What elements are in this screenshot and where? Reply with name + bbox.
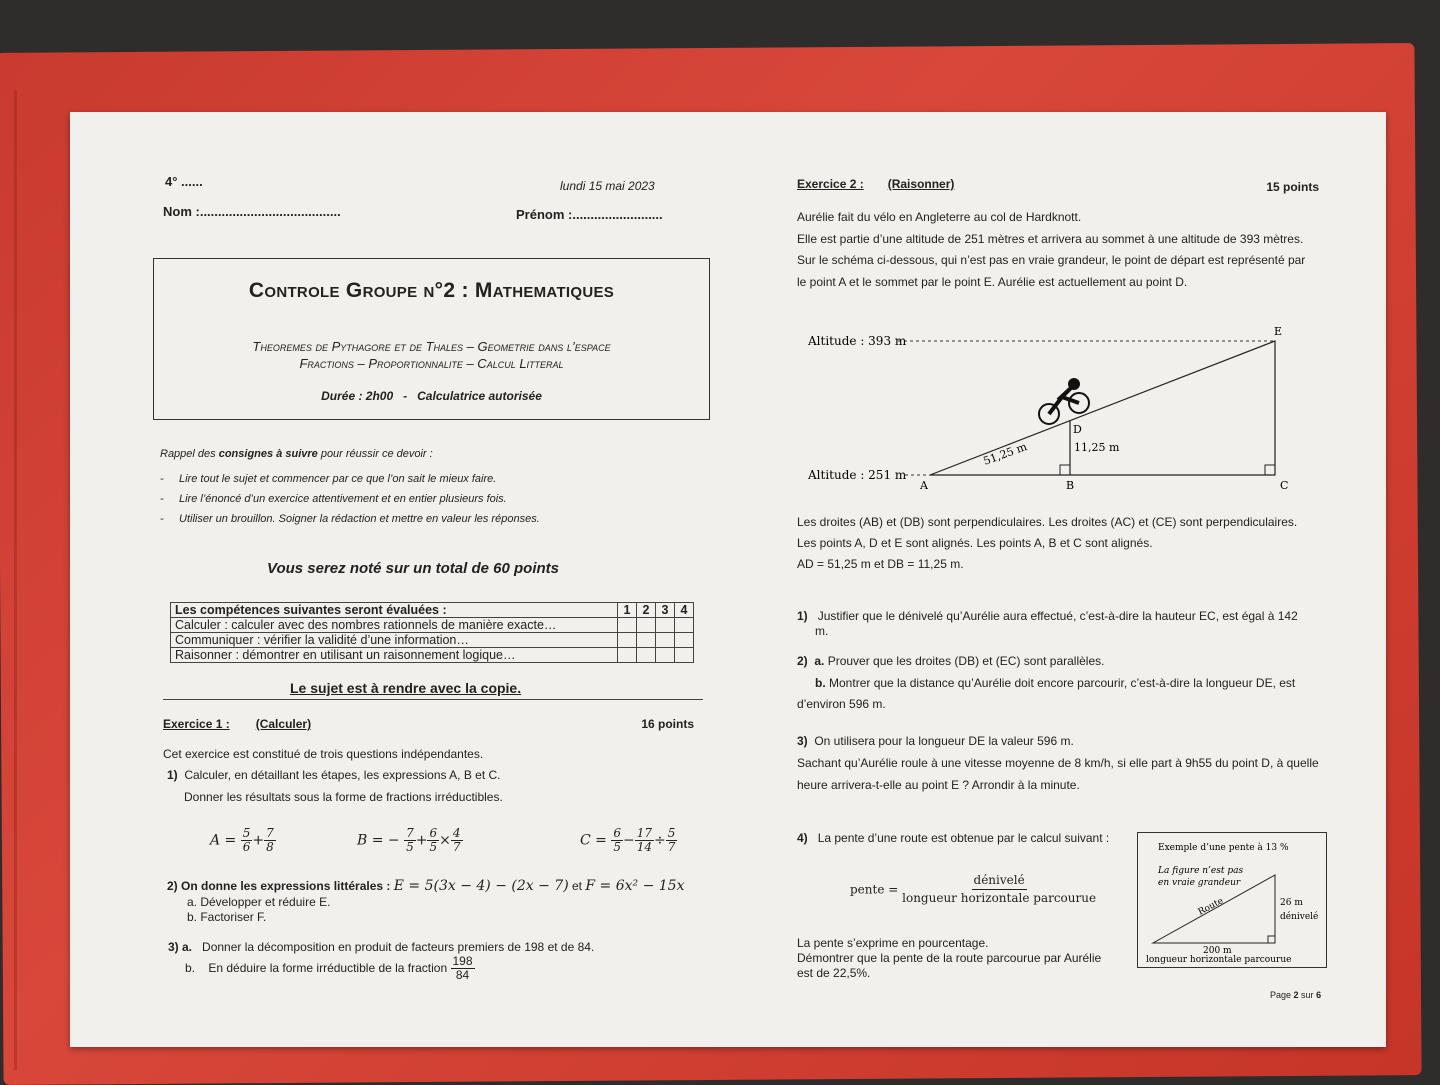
exercise2-q3: 3) On utilisera pour la longueur DE la valeur 596 m.	[797, 734, 1074, 748]
example-note: La figure n’est pas	[1158, 866, 1244, 876]
slope-example-box	[1137, 832, 1327, 968]
altitude-top-label: Altitude : 393 m	[808, 334, 907, 348]
competences-header: Les compétences suivantes seront évaluées :	[171, 603, 618, 618]
exercise1-q3: 3) a. Donner la décomposition en produit de facteurs premiers de 198 et de 84.	[168, 940, 595, 954]
page-number: Page 2 sur 6	[1270, 990, 1322, 1000]
example-title: Exemple d’une pente à 13 %	[1158, 843, 1289, 853]
exercise2-intro: Aurélie fait du vélo en Angleterre au col de Hardknott. Elle est partie d’une altitude de 251 mètres et arrivera au sommet à une altitude de 393 mètres. Sur le schéma ci-dessous, qui n’est pas en vraie grandeur, le point de départ est représenté par le point A et le sommet par le point E. Aurélie est actuellement au point D.	[797, 210, 1306, 289]
exercise2-q3-c: heure arrivera-t-elle au point E ? Arrondir à la minute.	[797, 778, 1080, 792]
exam-date: lundi 15 mai 2023	[560, 179, 655, 193]
example-road-label: Route	[1196, 896, 1226, 918]
exercise1-q1: 1) Calculer, en détaillant les étapes, les expressions A, B et C.	[167, 768, 501, 782]
prenom-field: Prénom :.........................	[516, 207, 663, 222]
level-2: 2	[637, 603, 656, 618]
slope-figure	[790, 317, 1330, 497]
example-base: 200 m	[1203, 946, 1232, 956]
level-1: 1	[618, 603, 637, 618]
table-row: Raisonner : démontrer en utilisant un raisonnement logique…	[171, 648, 694, 663]
slope-formula: pente = $\frac{\text{dénivelé}}{\text{longueur horizontale parcourue}}$	[850, 873, 1097, 906]
duration: Durée : 2h00 - Calculatrice autorisée	[321, 389, 542, 403]
list-item: a. Développer et réduire E.	[187, 895, 331, 909]
expression-c: C = $\frac{6}{5}$ − $\frac{17}{14}$ ÷ $\frac{5}{7}$	[580, 826, 676, 855]
level-4: 4	[675, 603, 694, 618]
exercise2-q3-b: Sachant qu’Aurélie roule à une vitesse moyenne de 8 km/h, si elle part à 9h55 du point D, à quelle	[797, 756, 1319, 770]
db-length-label: 11,25 m	[1074, 441, 1120, 454]
exercise2-q1-cont: m.	[815, 624, 829, 638]
divider	[163, 699, 703, 700]
example-note: en vraie grandeur	[1158, 878, 1241, 888]
exam-sheet	[70, 112, 1386, 1047]
point-a-label: A	[920, 479, 928, 492]
exercise2-q2a: 2) a. Prouver que les droites (DB) et (EC) sont parallèles.	[797, 654, 1105, 668]
topics-line-2: Fractions – Proportionnalite – Calcul Litteral	[299, 356, 564, 371]
exercise2-facts: Les droites (AB) et (DB) sont perpendiculaires. Les droites (AC) et (CE) sont perpendiculaires. Les points A, D et E sont alignés. Les points A, B et C sont alignés. AD = 51,25 m et DB = 11,25 m.	[797, 515, 1298, 571]
list-item: b. Factoriser F.	[187, 910, 267, 924]
exercise1-q3-b: b. En déduire la forme irréductible de la fraction $\frac{198}{84}$	[185, 954, 473, 983]
exercise2-q2b: b. Montrer que la distance qu’Aurélie doit encore parcourir, c’est-à-dire la longueur DE, est	[815, 676, 1296, 690]
point-b-label: B	[1066, 479, 1075, 492]
folder-edge	[14, 90, 17, 1070]
ad-length-label: 51,25 m	[981, 440, 1029, 468]
total-points: Vous serez noté sur un total de 60 points	[267, 560, 559, 577]
expression-a: A = $\frac{5}{6}$ + $\frac{7}{8}$	[210, 826, 274, 855]
exercise2-q4: 4) La pente d’une route est obtenue par le calcul suivant :	[797, 831, 1110, 845]
example-base-label: longueur horizontale parcourue	[1146, 955, 1292, 965]
altitude-bottom-label: Altitude : 251 m	[808, 468, 907, 482]
instruction-item: - Lire l’énoncé d’un exercice attentivement et en entier plusieurs fois.	[160, 493, 507, 505]
expression-b: B = − $\frac{7}{5}$ + $\frac{6}{5}$ × $\frac{4}{7}$	[357, 826, 461, 855]
instructions-intro: Rappel des consignes à suivre pour réussir ce devoir :	[160, 448, 433, 460]
exam-title: Controle Groupe n°2 : Mathematiques	[248, 279, 615, 302]
level-3: 3	[656, 603, 675, 618]
instructions-list	[160, 469, 540, 529]
exercise2-q1: 1) Justifier que le dénivelé qu’Aurélie aura effectué, c’est-à-dire la hauteur EC, est égal à 142	[797, 609, 1298, 623]
competences-table	[170, 602, 694, 663]
example-height-label: dénivelé	[1280, 912, 1319, 922]
exercise1-q1-b: Donner les résultats sous la forme de fractions irréductibles.	[184, 790, 503, 804]
exercise1-q2-items	[187, 895, 330, 925]
topics-line-1: Theoremes de Pythagore et de Thales – Geometrie dans l’espace	[252, 339, 611, 354]
example-height: 26 m	[1280, 898, 1303, 908]
instruction-item: - Utiliser un brouillon. Soigner la rédaction et mettre en valeur les réponses.	[160, 513, 540, 525]
cyclist-icon	[1039, 378, 1089, 424]
point-d-label: D	[1073, 423, 1082, 436]
instruction-item: - Lire tout le sujet et commencer par ce que l’on sait le mieux faire.	[160, 473, 497, 485]
exercise2-q4-text: La pente s’exprime en pourcentage. Démontrer que la pente de la route parcourue par Aurélie est de 22,5%.	[797, 936, 1102, 980]
class-label: 4° ......	[165, 174, 203, 189]
exercise1-header: Exercice 1 : (Calculer) 16 points	[163, 717, 694, 731]
point-e-label: E	[1274, 325, 1283, 338]
exercise1-intro: Cet exercice est constitué de trois questions indépendantes.	[163, 747, 484, 761]
title-box	[153, 258, 710, 420]
exercise2-q2b-cont: d’environ 596 m.	[797, 697, 886, 711]
exercise1-q2: 2) On donne les expressions littérales : E = 5(3x − 4) − (2x − 7) et F = 6x² − 15x	[167, 878, 685, 894]
table-row: Communiquer : vérifier la validité d’une information…	[171, 633, 694, 648]
point-c-label: C	[1280, 479, 1289, 492]
nom-field: Nom :.......................................	[163, 204, 341, 219]
exercise2-header: Exercice 2 : (Raisonner) 15 points	[797, 177, 1319, 194]
table-row: Calculer : calculer avec des nombres rationnels de manière exacte…	[171, 618, 694, 633]
return-note: Le sujet est à rendre avec la copie.	[290, 680, 522, 696]
